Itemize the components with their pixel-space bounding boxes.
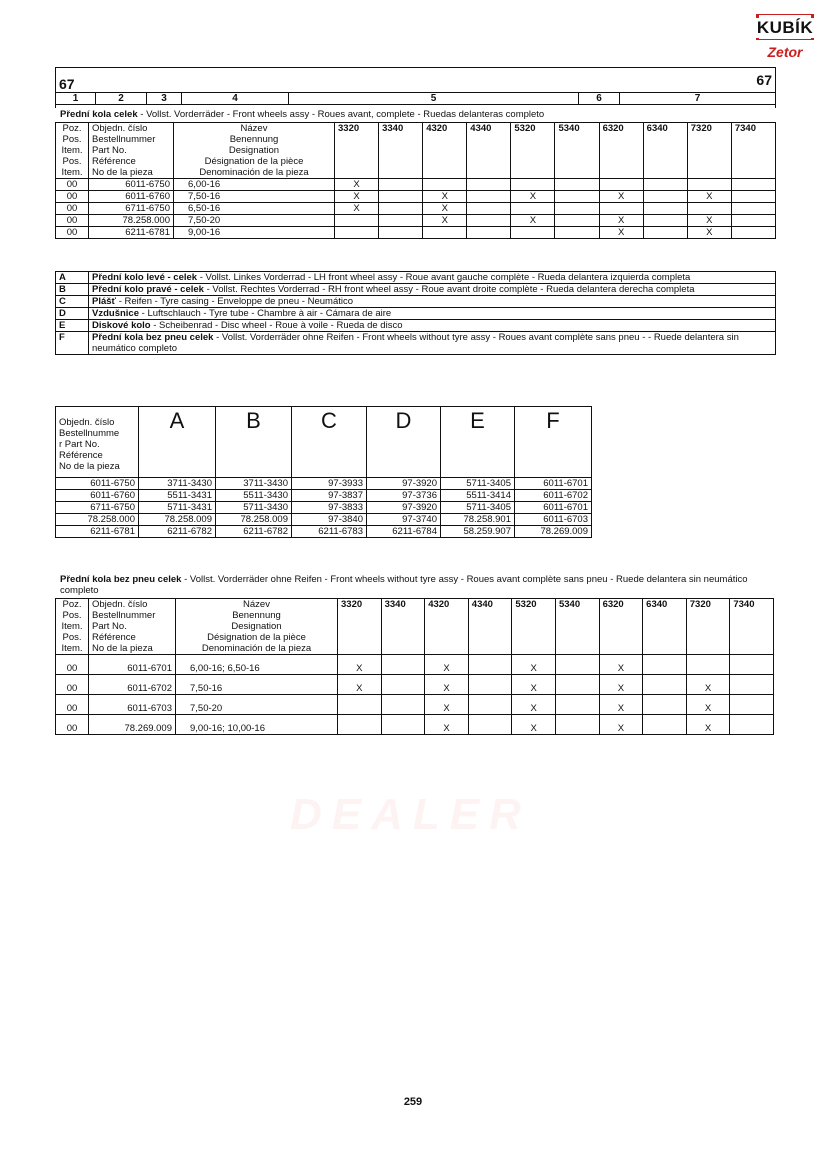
col-num: 3: [147, 93, 182, 105]
applicability-mark: [643, 191, 687, 203]
model-header: 4340: [468, 599, 512, 655]
applicability-mark: [379, 215, 423, 227]
applicability-mark: [338, 695, 382, 715]
model-header: 6320: [599, 123, 643, 179]
applicability-mark: [643, 227, 687, 239]
component-number-cell: 97-3736: [367, 490, 441, 502]
applicability-mark: X: [423, 191, 467, 203]
applicability-mark: X: [425, 715, 469, 735]
model-header: 4320: [423, 123, 467, 179]
applicability-mark: [511, 179, 555, 191]
applicability-mark: [379, 203, 423, 215]
head-pos: Poz. Pos. Item. Pos. Item.: [56, 123, 89, 179]
legend-rest: - Vollst. Linkes Vorderrad - LH front wheel assy - Roue avant gauche complète - Rueda delantera izquierda completa: [197, 272, 691, 283]
pos-cell: 00: [56, 191, 89, 203]
applicability-mark: X: [423, 215, 467, 227]
model-header: 3320: [338, 599, 382, 655]
table-row: [56, 514, 592, 526]
applicability-mark: [731, 179, 775, 191]
component-number-cell: 78.258.009: [216, 514, 292, 526]
designation-cell: 9,00-16; 10,00-16: [176, 715, 338, 735]
legend-row: [56, 320, 776, 332]
designation-cell: 9,00-16: [174, 227, 335, 239]
component-number-cell: 78.258.901: [441, 514, 515, 526]
head-pos: Poz. Pos. Item. Pos. Item.: [56, 599, 89, 655]
applicability-mark: [599, 203, 643, 215]
head-order: Objedn. číslo Bestellnummer Part No. Référence No de la pieza: [89, 599, 176, 655]
component-number-cell: 6211-6782: [216, 526, 292, 538]
legend-table: [55, 271, 776, 355]
component-number-cell: 97-3740: [367, 514, 441, 526]
applicability-mark: X: [599, 191, 643, 203]
col-num: 5: [289, 93, 579, 105]
legend-rest: - Luftschlauch - Tyre tube - Chambre à air - Cámara de aire: [139, 308, 392, 319]
part-number-cell: 78.258.000: [89, 215, 174, 227]
component-number-cell: 78.258.009: [139, 514, 216, 526]
section3-title: Přední kola bez pneu celek - Vollst. Vorderräder ohne Reifen - Front wheels without tyre assy - Roues avant complète sans pneu - Ruede delantera sin neumático completo: [60, 574, 748, 596]
model-header: 7340: [730, 599, 774, 655]
pos-cell: 00: [56, 715, 89, 735]
col-num: 1: [56, 93, 96, 105]
applicability-mark: [555, 655, 599, 675]
table-row: [56, 502, 592, 514]
legend-text: [89, 332, 776, 355]
applicability-mark: [338, 715, 382, 735]
applicability-mark: [599, 179, 643, 191]
part-number-cell: 6211-6781: [89, 227, 174, 239]
page-number: 259: [403, 1096, 423, 1108]
applicability-mark: [381, 675, 425, 695]
col-num: 6: [579, 93, 620, 105]
component-number-cell: 6011-6702: [515, 490, 592, 502]
component-number-cell: 97-3933: [292, 478, 367, 490]
legend-key: C: [56, 296, 89, 308]
col-num: 4: [182, 93, 289, 105]
model-header: 3320: [335, 123, 379, 179]
table-row: [56, 695, 774, 715]
applicability-mark: X: [335, 179, 379, 191]
legend-rest: - Reifen - Tyre casing - Enveloppe de pneu - Neumático: [116, 296, 354, 307]
applicability-mark: X: [425, 675, 469, 695]
component-number-cell: 6211-6783: [292, 526, 367, 538]
applicability-mark: X: [512, 675, 556, 695]
applicability-mark: [643, 655, 687, 675]
section2-table: [55, 406, 592, 538]
applicability-mark: [467, 215, 511, 227]
part-number-cell: 6011-6750: [89, 179, 174, 191]
legend-text: [89, 308, 776, 320]
part-number-cell: 6011-6702: [89, 675, 176, 695]
applicability-mark: [468, 695, 512, 715]
applicability-mark: X: [599, 675, 643, 695]
applicability-mark: [467, 227, 511, 239]
part-number-cell: 6211-6781: [56, 526, 139, 538]
pos-cell: 00: [56, 655, 89, 675]
applicability-mark: X: [511, 215, 555, 227]
applicability-mark: [511, 203, 555, 215]
component-number-cell: 97-3833: [292, 502, 367, 514]
applicability-mark: [731, 215, 775, 227]
applicability-mark: X: [335, 191, 379, 203]
applicability-mark: [555, 179, 599, 191]
model-header: 7320: [687, 123, 731, 179]
group-number-left: 67: [59, 76, 75, 92]
col-letter: C: [292, 407, 367, 478]
designation-cell: 6,00-16; 6,50-16: [176, 655, 338, 675]
part-number-cell: 6011-6760: [89, 191, 174, 203]
legend-text: [89, 272, 776, 284]
applicability-mark: [467, 203, 511, 215]
head-name: Název Benennung Designation Désignation de la pièce Denominación de la pieza: [176, 599, 338, 655]
applicability-mark: [468, 715, 512, 735]
applicability-mark: [643, 695, 687, 715]
component-number-cell: 6011-6701: [515, 502, 592, 514]
applicability-mark: X: [512, 655, 556, 675]
applicability-mark: [687, 203, 731, 215]
table-row: [56, 215, 776, 227]
part-number-cell: 6011-6760: [56, 490, 139, 502]
applicability-mark: [730, 715, 774, 735]
applicability-mark: [381, 695, 425, 715]
head-order: Objedn. číslo Bestellnummer Part No. Référence No de la pieza: [89, 123, 174, 179]
legend-key: F: [56, 332, 89, 355]
applicability-mark: [335, 227, 379, 239]
applicability-mark: [555, 675, 599, 695]
applicability-mark: [643, 215, 687, 227]
col-letter: A: [139, 407, 216, 478]
applicability-mark: X: [686, 715, 730, 735]
applicability-mark: [730, 695, 774, 715]
component-number-cell: 3711-3430: [139, 478, 216, 490]
table-row: [56, 675, 774, 695]
component-number-cell: 3711-3430: [216, 478, 292, 490]
model-header: 6340: [643, 599, 687, 655]
model-header: 7340: [731, 123, 775, 179]
designation-cell: 6,00-16: [174, 179, 335, 191]
legend-key: D: [56, 308, 89, 320]
applicability-mark: X: [599, 215, 643, 227]
legend-bold: Plášť: [92, 296, 117, 307]
applicability-mark: X: [512, 695, 556, 715]
col-letter: B: [216, 407, 292, 478]
column-number-row: [55, 92, 776, 105]
applicability-mark: [555, 695, 599, 715]
applicability-mark: [423, 179, 467, 191]
table-row: [56, 203, 776, 215]
applicability-mark: [555, 715, 599, 735]
legend-rest: - Vollst. Rechtes Vorderrad - RH front wheel assy - Roue avant droite complète - Rueda delantera derecha completa: [203, 284, 695, 295]
applicability-mark: [511, 227, 555, 239]
component-number-cell: 97-3920: [367, 502, 441, 514]
part-number-cell: 6711-6750: [56, 502, 139, 514]
kubik-zetor-logo: [756, 14, 814, 66]
section1-title: Přední kola celek - Vollst. Vorderräder - Front wheels assy - Roues avant, complete - Ruedas delanteras completo: [60, 109, 545, 120]
designation-cell: 7,50-16: [176, 675, 338, 695]
applicability-mark: [379, 179, 423, 191]
model-header: 6340: [643, 123, 687, 179]
applicability-mark: [381, 715, 425, 735]
legend-rest: - Vollst. Vorderräder ohne Reifen - Front wheels without tyre assy - Roues avant complète sans pneu - - Ruede delantera sin neumático completo: [92, 332, 739, 354]
applicability-mark: [731, 203, 775, 215]
model-header: 5320: [511, 123, 555, 179]
designation-cell: 7,50-16: [174, 191, 335, 203]
designation-cell: 7,50-20: [176, 695, 338, 715]
model-header: 4340: [467, 123, 511, 179]
applicability-mark: [555, 203, 599, 215]
pos-cell: 00: [56, 179, 89, 191]
designation-cell: 6,50-16: [174, 203, 335, 215]
component-number-cell: 6011-6703: [515, 514, 592, 526]
table-row: [56, 179, 776, 191]
table-row: [56, 490, 592, 502]
component-number-cell: 97-3920: [367, 478, 441, 490]
pos-cell: 00: [56, 203, 89, 215]
component-number-cell: 97-3840: [292, 514, 367, 526]
model-header: 5340: [555, 123, 599, 179]
model-header: 5340: [555, 599, 599, 655]
model-header: 6320: [599, 599, 643, 655]
applicability-mark: [730, 655, 774, 675]
component-number-cell: 6011-6701: [515, 478, 592, 490]
component-number-cell: 5511-3431: [139, 490, 216, 502]
designation-cell: 7,50-20: [174, 215, 335, 227]
legend-text: [89, 284, 776, 296]
applicability-mark: [731, 227, 775, 239]
applicability-mark: X: [425, 655, 469, 675]
col-letter: D: [367, 407, 441, 478]
applicability-mark: [467, 191, 511, 203]
applicability-mark: [379, 191, 423, 203]
table-row: [56, 478, 592, 490]
legend-row: [56, 296, 776, 308]
applicability-mark: X: [335, 203, 379, 215]
legend-bold: Přední kola bez pneu celek: [92, 332, 214, 343]
applicability-mark: X: [686, 695, 730, 715]
applicability-mark: X: [686, 675, 730, 695]
applicability-mark: [643, 715, 687, 735]
component-number-cell: 5711-3405: [441, 478, 515, 490]
legend-bold: Diskové kolo: [92, 320, 151, 331]
applicability-mark: X: [423, 203, 467, 215]
applicability-mark: X: [338, 655, 382, 675]
applicability-mark: [467, 179, 511, 191]
part-number-cell: 6011-6701: [89, 655, 176, 675]
legend-bold: Přední kolo pravé - celek: [92, 284, 204, 295]
legend-row: [56, 332, 776, 355]
applicability-mark: X: [338, 675, 382, 695]
section3-table: [55, 598, 774, 735]
applicability-mark: [730, 675, 774, 695]
legend-text: [89, 320, 776, 332]
applicability-mark: X: [512, 715, 556, 735]
component-number-cell: 5711-3431: [139, 502, 216, 514]
col-num: 7: [620, 93, 776, 105]
applicability-mark: [643, 203, 687, 215]
col-letter: F: [515, 407, 592, 478]
component-number-cell: 6211-6782: [139, 526, 216, 538]
applicability-mark: X: [687, 215, 731, 227]
component-number-cell: 97-3837: [292, 490, 367, 502]
model-header: 3340: [381, 599, 425, 655]
part-number-cell: 6011-6703: [89, 695, 176, 715]
legend-key: A: [56, 272, 89, 284]
table-row: [56, 715, 774, 735]
head-name: Název Benennung Designation Désignation de la pièce Denominación de la pieza: [174, 123, 335, 179]
applicability-mark: [555, 227, 599, 239]
applicability-mark: X: [687, 191, 731, 203]
applicability-mark: [643, 179, 687, 191]
applicability-mark: [379, 227, 423, 239]
group-number-right: 67: [756, 72, 772, 88]
applicability-mark: [687, 179, 731, 191]
legend-key: E: [56, 320, 89, 332]
component-number-cell: 58.259.907: [441, 526, 515, 538]
head-order-2: Objedn. číslo Bestellnumme r Part No. Référence No de la pieza: [56, 407, 139, 478]
applicability-mark: [731, 191, 775, 203]
applicability-mark: X: [687, 227, 731, 239]
col-letter: E: [441, 407, 515, 478]
dealer-watermark: DEALER: [290, 790, 531, 839]
pos-cell: 00: [56, 675, 89, 695]
applicability-mark: [381, 655, 425, 675]
applicability-mark: [468, 675, 512, 695]
logo-zetor-text: Zetor: [767, 44, 803, 60]
part-number-cell: 78.269.009: [89, 715, 176, 735]
col-num: 2: [96, 93, 147, 105]
model-header: 7320: [686, 599, 730, 655]
component-number-cell: 5711-3405: [441, 502, 515, 514]
logo-brand-text: KUBÍK: [756, 18, 814, 37]
part-number-cell: 78.258.000: [56, 514, 139, 526]
applicability-mark: [686, 655, 730, 675]
legend-rest: - Scheibenrad - Disc wheel - Roue à voile - Rueda de disco: [150, 320, 403, 331]
table-row: [56, 227, 776, 239]
pos-cell: 00: [56, 227, 89, 239]
legend-row: [56, 284, 776, 296]
part-number-cell: 6011-6750: [56, 478, 139, 490]
applicability-mark: X: [599, 227, 643, 239]
legend-bold: Přední kolo levé - celek: [92, 272, 198, 283]
applicability-mark: X: [599, 655, 643, 675]
model-header: 3340: [379, 123, 423, 179]
model-header: 5320: [512, 599, 556, 655]
legend-row: [56, 308, 776, 320]
component-number-cell: 78.269.009: [515, 526, 592, 538]
applicability-mark: [555, 191, 599, 203]
applicability-mark: [423, 227, 467, 239]
applicability-mark: X: [599, 715, 643, 735]
legend-text: [89, 296, 776, 308]
pos-cell: 00: [56, 695, 89, 715]
table-row: [56, 526, 592, 538]
applicability-mark: X: [511, 191, 555, 203]
model-header: 4320: [425, 599, 469, 655]
legend-row: [56, 272, 776, 284]
part-number-cell: 6711-6750: [89, 203, 174, 215]
legend-bold: Vzdušnice: [92, 308, 139, 319]
table-row: [56, 655, 774, 675]
pos-cell: 00: [56, 215, 89, 227]
applicability-mark: [335, 215, 379, 227]
component-number-cell: 5511-3414: [441, 490, 515, 502]
legend-key: B: [56, 284, 89, 296]
component-number-cell: 5511-3430: [216, 490, 292, 502]
applicability-mark: [555, 215, 599, 227]
applicability-mark: X: [599, 695, 643, 715]
component-number-cell: 5711-3430: [216, 502, 292, 514]
applicability-mark: X: [425, 695, 469, 715]
section1-table: [55, 122, 776, 239]
table-row: [56, 191, 776, 203]
applicability-mark: [643, 675, 687, 695]
applicability-mark: [468, 655, 512, 675]
component-number-cell: 6211-6784: [367, 526, 441, 538]
